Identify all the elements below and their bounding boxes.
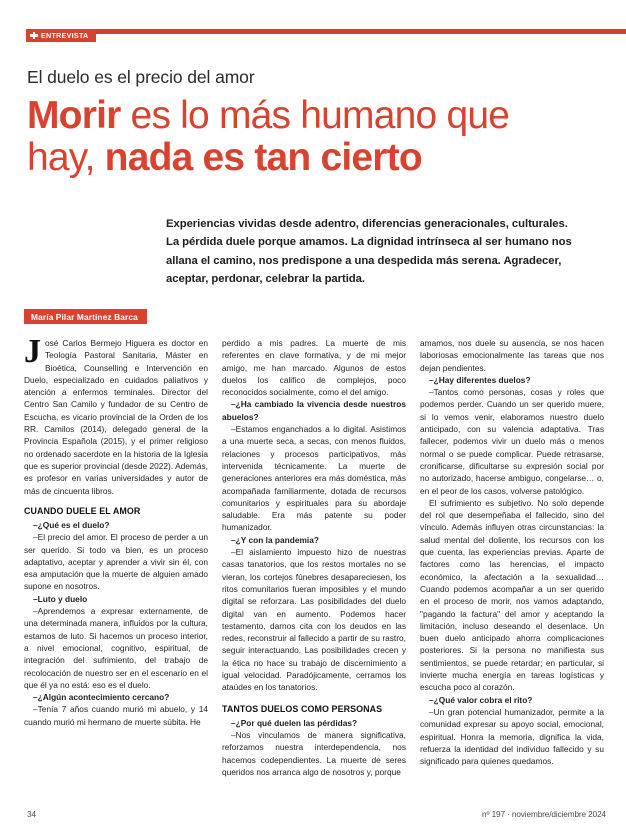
question-4: –¿Ha cambiado la vivencia desde nuestros abuelos? [222, 399, 406, 422]
question-7: –¿Hay diferentes duelos? [429, 374, 531, 385]
answer-8: –Un gran potencial humanizador, permite a la comunidad expresar su apoyo social, emocional, espiritual. Honra la memoria, dignifica la vida, refuerza la identidad del individuo fallecido y su significado para quienes quedamos. [420, 706, 604, 767]
question-2: –Luto y duelo [33, 593, 88, 604]
answer-6: –Nos vinculamos de manera significativa, reforzamos nuestra interdependencia, nos hacemos codependientes. La muerte de seres queridos nos arranca algo de nosotros y, porque [222, 730, 406, 777]
answer-5: –El aislamiento impuesto hizo de nuestras casas tanatorios, que los restos mortales no se vieran, los cortejos fúnebres desapareciesen, los ritos comunitarios fueran imposibles y el mundo digital se reforzara. Las posibilidades del duelo digital van en aumento. Podemos hacer testamento, darnos cita con los deudos en las redes, reconstruir al fallecido a partir de su rastro, seguir interactuando. Las posibilidades crecen y la ética no hace su trabajo de discernimiento a igual velocidad. Paradójicamente, cerramos los ataúdes en los tanatorios. [222, 547, 406, 693]
section-tag-entrevista [26, 29, 96, 42]
continued-paragraph: perdido a mis padres. La muerte de mis referentes en clave formativa, y de mi mejor amigo, me han marcado. Algunos de estos duelos los califico de complejos, poco reconocidos socialmente, como el del amigo. [222, 338, 406, 398]
overline: El duelo es el precio del amor [27, 67, 255, 87]
answer-3: –Tenía 7 años cuando murió mi abuelo, y 14 cuando murió mi hermano de muerte súbita. He [24, 704, 208, 727]
section-heading-cuando-duele-el-amor: CUANDO DUELE EL AMOR [24, 505, 141, 516]
question-6: –¿Por qué duelen las pérdidas? [231, 717, 358, 728]
page-title [27, 95, 612, 179]
answer-4: –Estamos enganchados a lo digital. Asistimos a una muerte seca, a secas, con menos fluidos, relaciones y procesos participativos, más intervenida técnicamente. La muerte de generaciones anteriores era más doméstica, más acompañada familiarmente, dotada de recursos comunitarios y espirituales para su abordaje saludable. Era más patente su poder humanizador. [222, 424, 406, 533]
answer-7-continued: El sufrimiento es subjetivo. No solo depende del rol que desempeñaba el fallecido, sino del vínculo. Además influyen otras circunstancias: la salud mental del doliente, los recursos con los que cuenta, las experiencias previas. Aparte de factores como las herencias, el impacto económico, la afectación a la sexualidad… Cuando podemos acompañar a un ser querido en el proceso de morir, nos vamos adaptando, "pagando la factura" del amor y aceptando la limitación, incluso deseando el desenlace. Un buen duelo anticipado ahorra complicaciones posteriores. Si la persona no manifiesta sus sentimientos, se puede retardar; en particular, si invierte mucha energía en tareas logísticas y escucha poco al corazón. [420, 497, 604, 693]
page-number: 34 [27, 810, 37, 819]
headline-line1-rest: es lo más humano que [120, 94, 510, 138]
column-2 [222, 337, 406, 799]
headline-word-morir: Morir [27, 94, 121, 138]
author-byline: María Pilar Martínez Barca [24, 309, 147, 324]
section-heading-tantos-duelos-como-personas: TANTOS DUELOS COMO PERSONAS [222, 703, 383, 714]
page-footer [0, 810, 626, 824]
question-1: –¿Qué es el duelo? [33, 519, 110, 530]
lead-paragraph: Experiencias vividas desde adentro, diferencias generacionales, culturales. La pérdida duele porque amamos. La dignidad intrínseca al ser humano nos allana el camino, nos predispone a una despedida más serena. Agradecer, aceptar, perdonar, celebrar la partida. [166, 218, 572, 285]
header-rule [26, 29, 626, 34]
cross-icon [30, 32, 38, 40]
headline-block [27, 68, 612, 179]
answer-7: –Tantos como personas, cosas y roles que podemos perder. Cuando un ser querido muere, si lo vemos venir, elaboramos nuestro duelo anticipado, con su valencia adaptativa. Tras fallecer, podemos vivir un duelo más o menos normal o se puede complicar. Puede retrasarse, cronificarse, dificultarse su expresión social por no autorizado, hacerse ambiguo, congelarse… o, en el peor de los casos, volverse patológico. [420, 387, 604, 496]
answer-1: –El precio del amor. El proceso de perder a un ser querido. Si todo va bien, es un proceso adaptativo, aceptar y aprender a vivir sin él, con esa amputación que la muerte de alguien amado supone en nosotros. [24, 532, 208, 592]
headline-line2-light: hay, [27, 136, 105, 180]
intro-paragraph: José Carlos Bermejo Higuera es doctor en Teología Pastoral Sanitaria, Máster en Bioética, Counselling e Intervención en Duelo, especializado en cuidados paliativos y atención a enfermos terminales. Director del Centro San Camilo y fundador de su Centro de Escucha, es vicario provincial de la Orden de los RR. Camilos (2014), delegado general de la Provincia Española (2015), y el primer religioso no ordenado sacerdote en la historia de la Iglesia que es superior provincial (desde 2022). Además, es profesor en varias universidades y autor de más de cincuenta libros. [24, 333, 208, 496]
column-1 [24, 333, 208, 799]
section-tag-label: ENTREVISTA [41, 31, 89, 40]
article-body [24, 333, 604, 799]
continued-paragraph: amamos, nos duele su ausencia, se nos hacen laboriosas emocionalmente las tareas que nos dejan pendientes. [420, 338, 604, 373]
kicker-row [0, 29, 626, 42]
answer-2: –Aprendemos a expresar externamente, de una determinada manera, influidos por la cultura, estamos de luto. Si hacemos un proceso interior, a nivel emocional, cognitivo, espiritual, de integración del sufrimiento, del trabajo de recolocación de nuestro ser en el escenario en el que él ya no está: eso es el duelo. [24, 606, 208, 690]
question-5: –¿Y con la pandemia? [231, 534, 319, 545]
question-8: –¿Qué valor cobra el rito? [429, 694, 533, 705]
column-3 [420, 337, 604, 799]
question-3: –¿Algún acontecimiento cercano? [33, 692, 170, 703]
issue-info: nº 197 · noviembre/diciembre 2024 [482, 810, 606, 819]
headline-line2-bold: nada es tan cierto [104, 136, 422, 180]
